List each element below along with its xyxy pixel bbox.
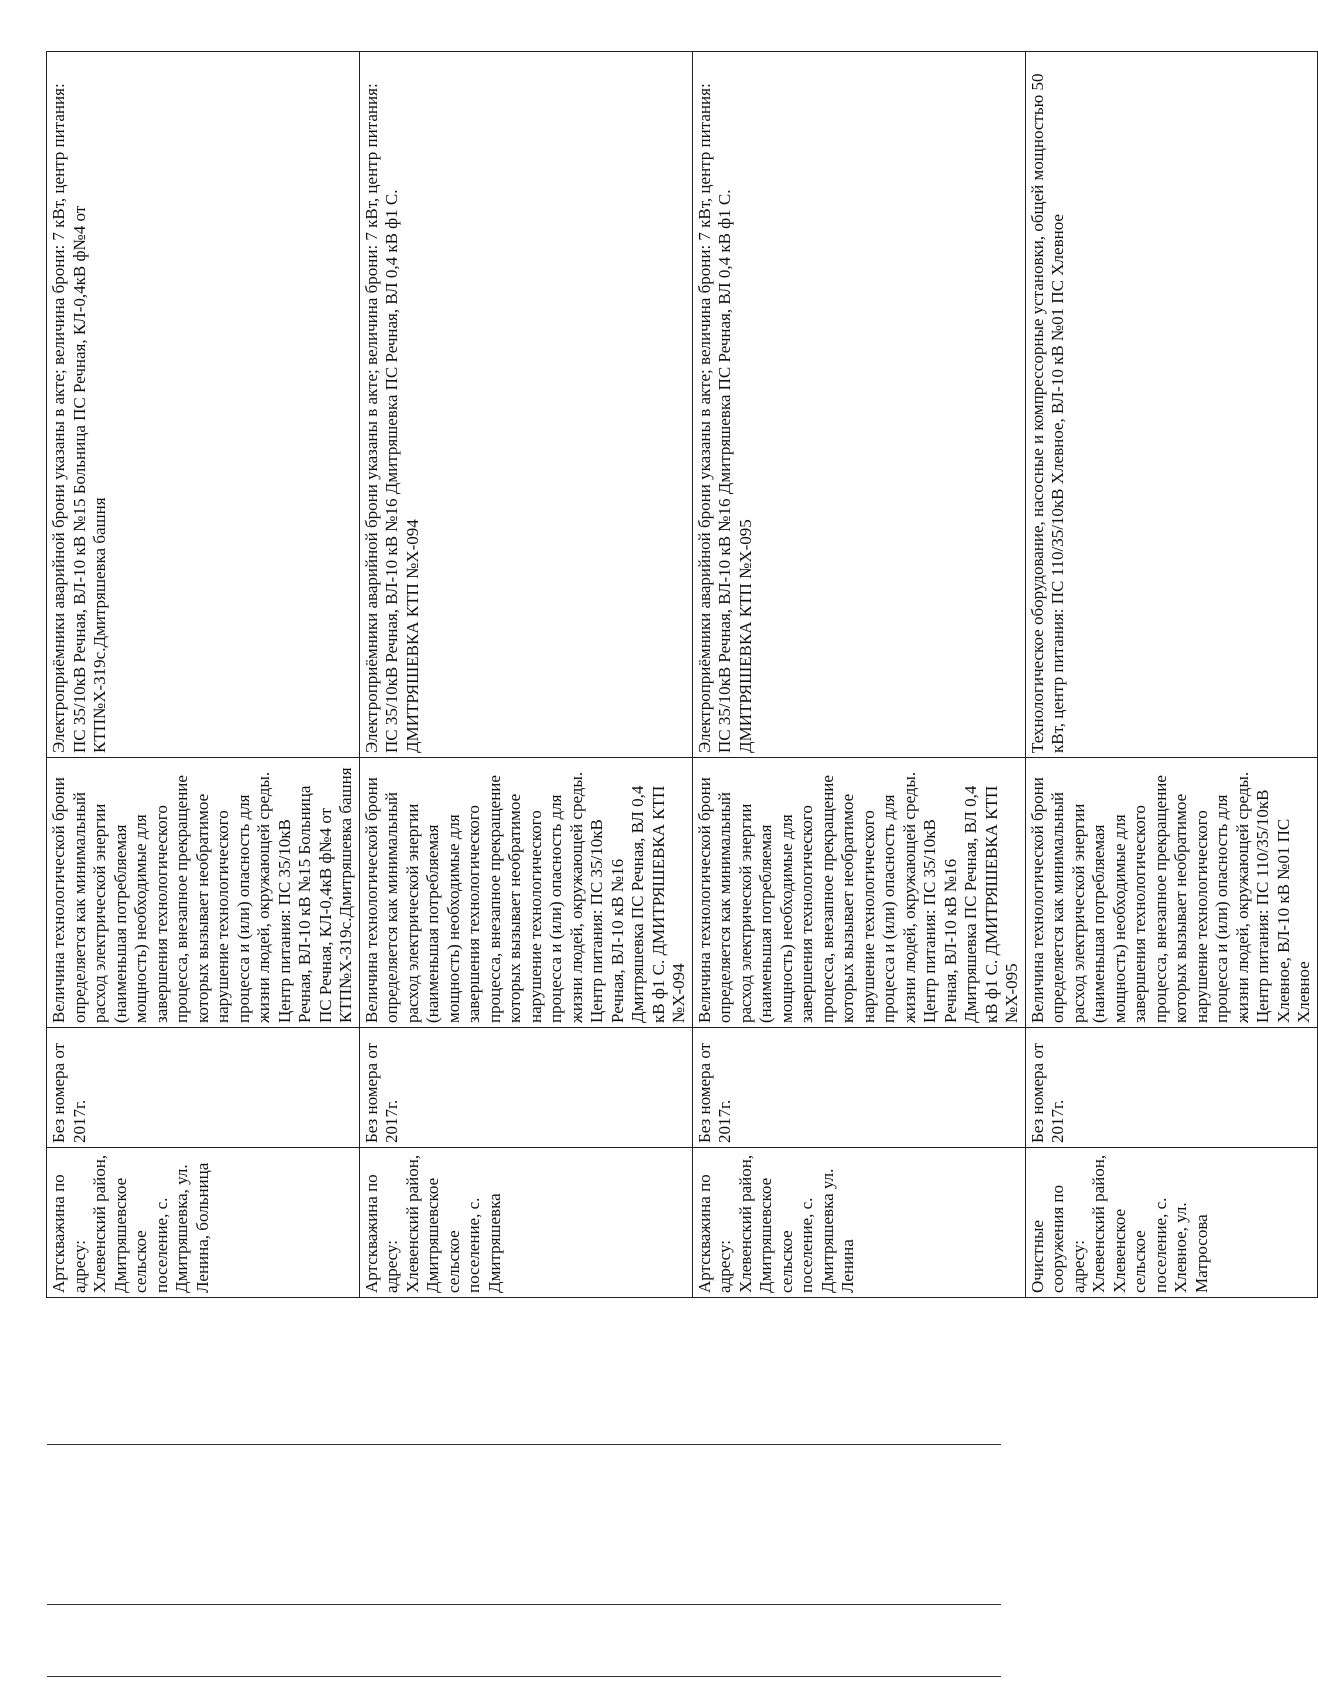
emergency-bron-cell: Электроприёмники аварийной брони указаны в акте; величина брони: 7 кВт, центр питания: ПС 35/10кВ Речная, ВЛ-10 кВ №16 Дмитряшевка ПС Речная, ВЛ 0,4 кВ ф1 С. ДМИТРЯШЕВКА КТП №Х-094	[359, 52, 692, 758]
table-row	[692, 52, 1025, 1298]
table-row	[359, 52, 692, 1298]
tech-bron-cell: Величина технологической брони определяется как минимальный расход электрической энергии (наименьшая потребляемая мощность) необходимые для завершения технологического процесса, внезапное прекращение которых вызывает необратимое нарушение технологического процесса и (или) опасность для жизни людей, окружающей среды. Центр питания: ПС 35/10кВ Речная, ВЛ-10 кВ №16 Дмитряшевка ПС Речная, ВЛ 0,4 кВ ф1 С. ДМИТРЯШЕВКА КТП №Х-094	[359, 758, 692, 1028]
emergency-bron-cell: Технологическое оборудование, насосные и компрессорные установки, общей мощностью 50 кВт, центр питания: ПС 110/35/10кВ Хлевное, ВЛ-10 кВ №01 ПС Хлевное	[1025, 52, 1317, 758]
separator-line	[47, 1444, 1001, 1445]
act-cell: Без номера от 2017г.	[47, 1028, 360, 1148]
tech-bron-cell: Величина технологической брони определяется как минимальный расход электрической энергии (наименьшая потребляемая мощность) необходимые для завершения технологического процесса, внезапное прекращение которых вызывает необратимое нарушение технологического процесса и (или) опасность для жизни людей, окружающей среды. Центр питания: ПС 110/35/10кВ Хлевное, ВЛ-10 кВ №01 ПС Хлевное	[1025, 758, 1317, 1028]
act-cell: Без номера от 2017г.	[359, 1028, 692, 1148]
separator-line	[47, 1676, 1001, 1677]
emergency-bron-cell: Электроприёмники аварийной брони указаны в акте; величина брони: 7 кВт, центр питания: ПС 35/10кВ Речная, ВЛ-10 кВ №16 Дмитряшевка ПС Речная, ВЛ 0,4 кВ ф1 С. ДМИТРЯШЕВКА КТП №Х-095	[692, 52, 1025, 758]
act-cell: Без номера от 2017г.	[692, 1028, 1025, 1148]
rotated-page-content	[46, 51, 1313, 1298]
tech-bron-cell: Величина технологической брони определяется как минимальный расход электрической энергии (наименьшая потребляемая мощность) необходимые для завершения технологического процесса, внезапное прекращение которых вызывает необратимое нарушение технологического процесса и (или) опасность для жизни людей, окружающей среды. Центр питания: ПС 35/10кВ Речная, ВЛ-10 кВ №15 Больница ПС Речная, КЛ-0,4кВ ф№4 от КТП№Х-319с.Дмитряшевка башня	[47, 758, 360, 1028]
object-address-cell: Артскважина по адресу: Хлевенский район, Дмитряшевское сельское поселение, с. Дмитряшевка	[359, 1148, 692, 1298]
object-address-cell: Очистные сооружения по адресу: Хлевенский район, Хлевенское сельское поселение, с. Хлевное, ул. Матросова	[1025, 1148, 1317, 1298]
object-address-cell: Артскважина по адресу: Хлевенский район, Дмитряшевское сельское поселение, с. Дмитряшевка, ул. Ленина, больница	[47, 1148, 360, 1298]
emergency-bron-cell: Электроприёмники аварийной брони указаны в акте; величина брони: 7 кВт, центр питания: ПС 35/10кВ Речная, ВЛ-10 кВ №15 Больница ПС Речная, КЛ-0,4кВ ф№4 от КТП№Х-319с.Дмитряшевка башня	[47, 52, 360, 758]
table-row	[47, 52, 360, 1298]
tech-bron-cell: Величина технологической брони определяется как минимальный расход электрической энергии (наименьшая потребляемая мощность) необходимые для завершения технологического процесса, внезапное прекращение которых вызывает необратимое нарушение технологического процесса и (или) опасность для жизни людей, окружающей среды. Центр питания: ПС 35/10кВ Речная, ВЛ-10 кВ №16 Дмитряшевка ПС Речная, ВЛ 0,4 кВ ф1 С. ДМИТРЯШЕВКА КТП №Х-095	[692, 758, 1025, 1028]
act-cell: Без номера от 2017г.	[1025, 1028, 1317, 1148]
object-address-cell: Артскважина по адресу: Хлевенский район, Дмитряшевское сельское поселение, с. Дмитряшевка ул. Ленина	[692, 1148, 1025, 1298]
power-bron-table	[46, 51, 1318, 1298]
separator-line	[47, 1604, 1001, 1605]
table-row	[1025, 52, 1317, 1298]
